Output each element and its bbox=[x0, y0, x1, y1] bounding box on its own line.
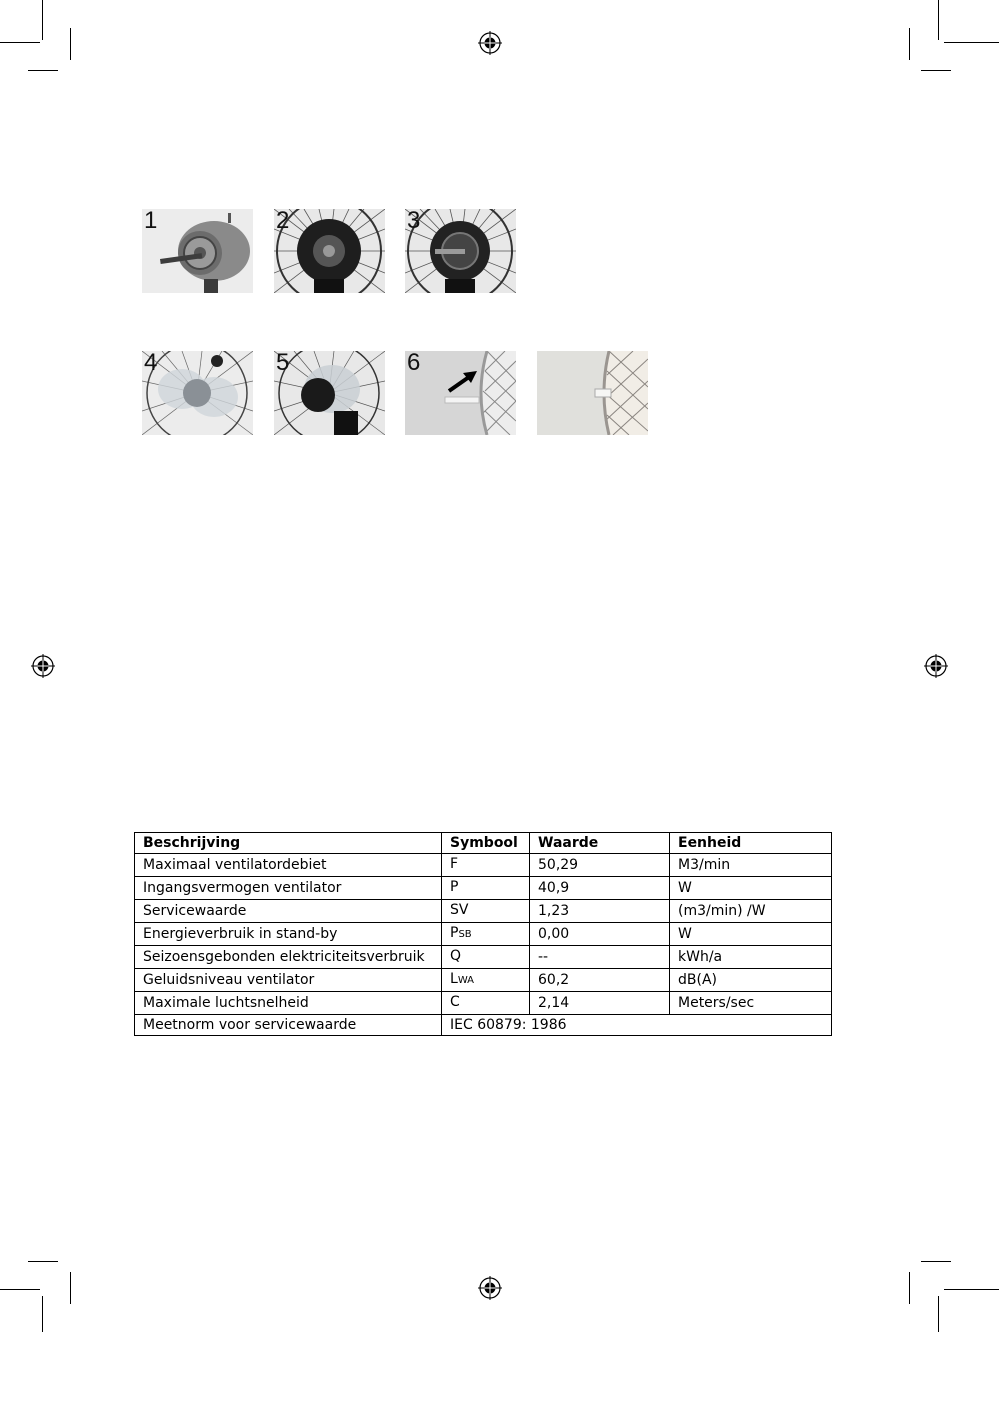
cell-symbol bbox=[442, 854, 530, 877]
step-number: 1 bbox=[144, 209, 158, 234]
table-header-row bbox=[135, 833, 832, 854]
motor-shaft-photo-icon bbox=[142, 209, 253, 293]
blade-mount-photo-icon bbox=[142, 351, 253, 435]
symbol-main: Q bbox=[450, 948, 462, 964]
step-number: 3 bbox=[407, 209, 421, 234]
cell-description: Maximaal ventilatordebiet bbox=[135, 854, 442, 877]
grille-clip-arrow-photo-icon bbox=[405, 351, 516, 435]
step-number: 2 bbox=[276, 209, 290, 234]
grille-nut-photo-icon bbox=[405, 209, 516, 293]
grille-clip-closed-photo-icon bbox=[537, 351, 648, 435]
header-eenheid: Eenheid bbox=[670, 833, 832, 854]
registration-mark-icon bbox=[924, 654, 948, 678]
cell-standard-value: IEC 60879: 1986 bbox=[442, 1015, 832, 1036]
cell-symbol bbox=[442, 900, 530, 923]
crop-mark bbox=[938, 0, 939, 40]
cell-unit: Meters/sec bbox=[670, 992, 832, 1015]
cell-value: 1,23 bbox=[530, 900, 670, 923]
table-row bbox=[135, 854, 832, 877]
symbol-main: F bbox=[450, 856, 459, 872]
symbol-main: C bbox=[450, 994, 460, 1010]
symbol-main: L bbox=[450, 971, 458, 987]
crop-mark bbox=[42, 0, 43, 40]
cell-unit: W bbox=[670, 923, 832, 946]
step-photo-2 bbox=[274, 209, 385, 293]
cell-unit: (m3/min) /W bbox=[670, 900, 832, 923]
table-row bbox=[135, 900, 832, 923]
crop-mark bbox=[0, 42, 40, 43]
cell-value: 40,9 bbox=[530, 877, 670, 900]
symbol-main: P bbox=[450, 925, 459, 941]
crop-mark bbox=[28, 1261, 58, 1262]
crop-mark bbox=[944, 1289, 999, 1290]
cell-value: -- bbox=[530, 946, 670, 969]
step-number: 4 bbox=[144, 351, 158, 376]
step-photo-5 bbox=[274, 351, 385, 435]
specifications-table bbox=[134, 832, 832, 1036]
crop-mark bbox=[938, 1296, 939, 1332]
table-row bbox=[135, 1015, 832, 1036]
cell-symbol bbox=[442, 992, 530, 1015]
header-waarde: Waarde bbox=[530, 833, 670, 854]
crop-mark bbox=[909, 28, 910, 60]
cell-description: Maximale luchtsnelheid bbox=[135, 992, 442, 1015]
crop-mark bbox=[70, 1272, 71, 1304]
cell-unit: dB(A) bbox=[670, 969, 832, 992]
step-photo-1 bbox=[142, 209, 253, 293]
registration-mark-icon bbox=[478, 1276, 502, 1300]
rear-grille-photo-icon bbox=[274, 209, 385, 293]
spinner-cap-photo-icon bbox=[274, 351, 385, 435]
crop-mark bbox=[944, 42, 999, 43]
cell-description: Seizoensgebonden elektriciteitsverbruik bbox=[135, 946, 442, 969]
registration-mark-icon bbox=[31, 654, 55, 678]
symbol-subscript: SB bbox=[458, 929, 472, 940]
cell-description: Servicewaarde bbox=[135, 900, 442, 923]
step-number: 6 bbox=[407, 351, 421, 376]
symbol-main: SV bbox=[450, 902, 469, 918]
table-row bbox=[135, 946, 832, 969]
cell-value: 60,2 bbox=[530, 969, 670, 992]
table-row bbox=[135, 992, 832, 1015]
cell-symbol bbox=[442, 877, 530, 900]
symbol-subscript: WA bbox=[457, 975, 474, 986]
step-photo-6 bbox=[405, 351, 516, 435]
step-number: 5 bbox=[276, 351, 290, 376]
cell-unit: W bbox=[670, 877, 832, 900]
header-beschrijving: Beschrijving bbox=[135, 833, 442, 854]
cell-unit: kWh/a bbox=[670, 946, 832, 969]
symbol-main: P bbox=[450, 879, 459, 895]
crop-mark bbox=[42, 1296, 43, 1332]
crop-mark bbox=[70, 28, 71, 60]
crop-mark bbox=[921, 70, 951, 71]
cell-symbol bbox=[442, 946, 530, 969]
step-photo-7 bbox=[537, 351, 648, 435]
registration-mark-icon bbox=[478, 31, 502, 55]
crop-mark bbox=[0, 1289, 40, 1290]
cell-unit: M3/min bbox=[670, 854, 832, 877]
table-row bbox=[135, 877, 832, 900]
table-row bbox=[135, 969, 832, 992]
cell-value: 2,14 bbox=[530, 992, 670, 1015]
crop-mark bbox=[909, 1272, 910, 1304]
crop-mark bbox=[28, 70, 58, 71]
table-row bbox=[135, 923, 832, 946]
crop-mark bbox=[921, 1261, 951, 1262]
header-symbool: Symbool bbox=[442, 833, 530, 854]
cell-description: Meetnorm voor servicewaarde bbox=[135, 1015, 442, 1036]
step-photo-3 bbox=[405, 209, 516, 293]
cell-description: Geluidsniveau ventilator bbox=[135, 969, 442, 992]
cell-value: 0,00 bbox=[530, 923, 670, 946]
cell-description: Ingangsvermogen ventilator bbox=[135, 877, 442, 900]
cell-value: 50,29 bbox=[530, 854, 670, 877]
cell-description: Energieverbruik in stand-by bbox=[135, 923, 442, 946]
cell-symbol bbox=[442, 969, 530, 992]
cell-symbol bbox=[442, 923, 530, 946]
step-photo-4 bbox=[142, 351, 253, 435]
